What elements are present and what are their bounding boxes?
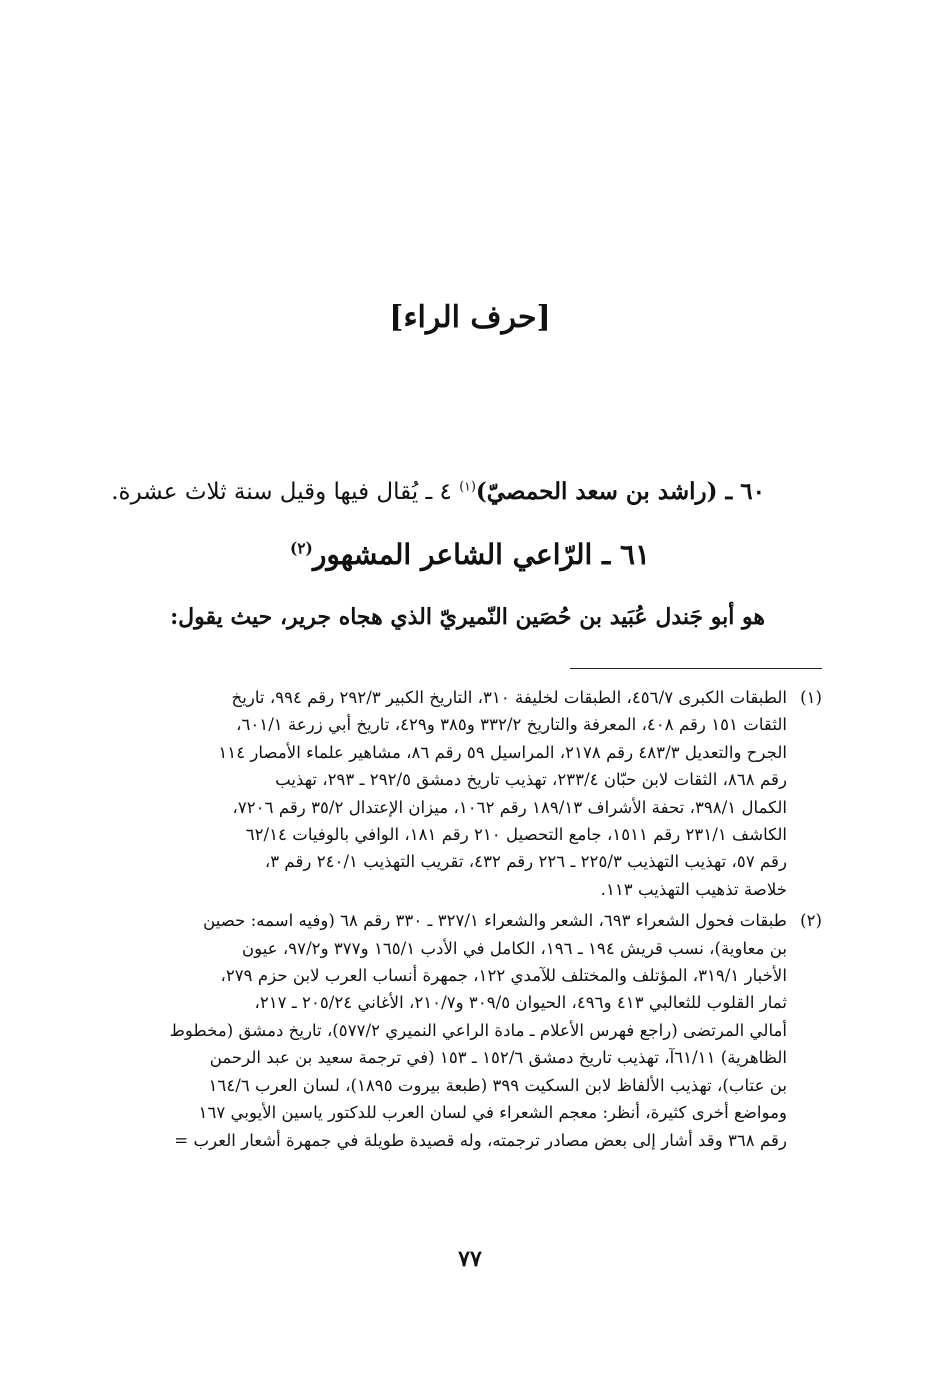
footnote-ref-1[interactable]: (١) [459,478,476,494]
entry-60-text: ٤ ـ يُقال فيها وقيل سنة ثلاث عشرة. [111,479,460,505]
chapter-title: [حرف الراء] [389,300,551,335]
footnote-line: الكمال ٣٩٨/١، تحفة الأشراف ١٨٩/١٣ رقم ١٠٦٢، ميزان الإعتدال ٣٥/٢ رقم ٧٢٠٦، [232,797,787,817]
footnote-line: أمالي المرتضى (راجع فهرس الأعلام ـ مادة الراعي النميري ٥٧٧/٢)، تاريخ دمشق (مخطوط [169,1020,787,1040]
footnote-line: طبقات فحول الشعراء ٦٩٣، الشعر والشعراء ٣٢٧/١ ـ ٣٣٠ رقم ٦٨ (وفيه اسمه: حصين [203,911,787,931]
footnote-number: (٢) [800,911,822,931]
footnote-line: بن معاوية)، نسب قريش ١٩٤ ـ ١٩٦، الكامل في الأدب ١٦٥/١ و٣٧٧ و٩٧/٢، عيون [241,938,787,958]
footnote-line: الطبقات الكبرى ٤٥٦/٧، الطبقات لخليفة ٣١٠، التاريخ الكبير ٢٩٢/٣ رقم ٩٩٤، تاريخ [231,688,787,707]
footnote-line: الكاشف ٢٣١/١ رقم ١٥١١، جامع التحصيل ٢١٠ رقم ١٨١، الوافي بالوفيات ٦٢/١٤ [245,825,787,845]
footnote-line: رقم ٨٦٨، الثقات لابن حبّان ٢٣٣/٤، تهذيب تاريخ دمشق ٢٩٢/٥ ـ ٢٩٣، تهذيب [275,770,787,790]
footnote-line: خلاصة تذهيب التهذيب ١١٣. [600,879,787,899]
footnote-line: الأخبار ٣١٩/١، المؤتلف والمختلف للآمدي ١٢٢، جمهرة أنساب العرب لابن حزم ٢٧٩، [220,966,787,986]
footnote-line: ومواضع أخرى كثيرة، أنظر: معجم الشعراء في لسان العرب للدكتور ياسين الأيوبي ١٦٧ [198,1103,787,1123]
footnote-2 [110,907,822,1154]
entry-60-number: ٦٠ ـ [717,478,765,505]
footnote-line: بن عتاب)، تهذيب الألفاظ لابن السكيت ٣٩٩ (طبعة بيروت ١٨٩٥)، لسان العرب ١٦٤/٦ [208,1075,787,1095]
footnote-line: الظاهرية) ٦١/١١آ، تهذيب تاريخ دمشق ١٥٢/٦ ـ ١٥٣ (في ترجمة سعيد بن عبد الرحمن [209,1048,787,1068]
footnotes [110,684,822,1154]
footnote-line: ثمار القلوب للثعالبي ٤١٣ و٤٩٦، الحيوان ٣٠٩/٥ و٢١٠/٧، الأغاني ٢٠٥/٢٤ ـ ٢١٧، [254,993,787,1013]
entry-60 [111,478,765,505]
entry-61-text: هو أبو جَندل عُبَيد بن حُصَين النّميريّ الذي هجاه جرير، حيث يقول: [170,604,765,630]
footnote-number: (١) [800,688,822,707]
footnote-1 [110,684,822,903]
footnote-line: الجرح والتعديل ٤٨٣/٣ رقم ٢١٧٨، المراسيل ٥٩ رقم ٨٦، مشاهير علماء الأمصار ١١٤ [218,742,787,762]
footnote-line: الثقات ١٥١ رقم ٤٠٨، المعرفة والتاريخ ٣٣٢/٢ و٣٨٥ و٤٢٩، تاريخ أبي زرعة ٦٠١/١، [236,715,787,735]
entry-60-name: (راشد بن سعد الحمصيّ) [475,478,718,505]
footnote-ref-2[interactable]: (٢) [289,539,313,558]
page-number: ٧٧ [458,1246,482,1272]
footnote-divider [570,668,822,669]
footnote-line: رقم ٣٦٨ وقد أشار إلى بعض مصادر ترجمته، وله قصيدة طويلة في جمهرة أشعار العرب = [174,1130,787,1150]
footnote-line: رقم ٥٧، تهذيب التهذيب ٢٢٥/٣ ـ ٢٢٦ رقم ٤٣٢، تقريب التهذيب ٢٤٠/١ رقم ٣، [264,852,787,872]
entry-61-heading [0,538,940,571]
entry-61-heading-text: ٦١ ـ الرّاعي الشاعر المشهور [312,538,651,571]
